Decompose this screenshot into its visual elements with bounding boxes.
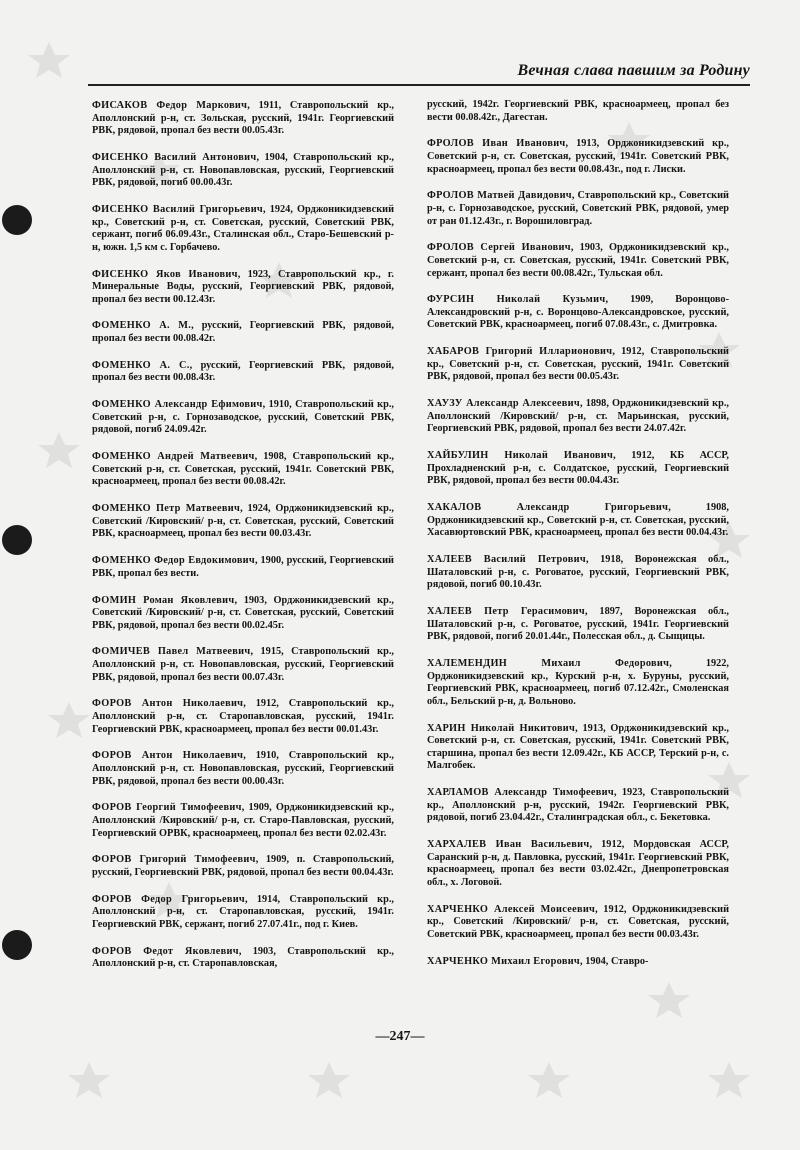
register-entry [427,839,729,889]
register-entry [427,450,729,488]
register-entry [92,204,394,254]
watermark-star-icon [300,1060,358,1100]
register-entry [92,698,394,736]
register-entry [427,346,729,384]
entry-name: ХАУЗУ Александр Алексеевич [427,398,580,410]
register-entry [92,360,394,385]
entry-details: , 1903, Ставропольский кр., Аполлонский р-н, ст. Старопавловская, [92,945,394,970]
entry-name: ФОРОВ Григорий Тимофеевич [92,854,256,866]
register-entry [427,99,729,124]
entry-name: ФОРОВ Антон Николаевич [92,698,244,710]
watermark-star-icon [30,430,88,470]
entry-name: ФОМЕНКО Андрей Матвеевич [92,451,255,463]
entry-details: , 1909, Воронцово-Александровский р-н, с. Воронцово-Александровское, русский, Советский РВК, красноармеец, погиб 07.08.43г., с. Дмитровка. [427,294,729,331]
register-entry [92,854,394,879]
entry-details: , 1923, Ставропольский кр., Аполлонский р-н, русский, 1942г. Георгиевский РВК, рядовой, погиб 23.04.42г., Сталинградская обл., с. Бекетовка. [427,787,730,824]
register-entry [92,100,394,138]
entry-name: ХАЙБУЛИН Николай Иванович [427,450,614,462]
register-entry [92,399,394,437]
register-entry [92,152,394,190]
punch-hole [2,525,32,555]
entry-name: ХАРХАЛЕВ Иван Васильевич [427,839,590,851]
entry-details: , 1910, Ставропольский кр., Советский р-н, с. Горнозаводское, русский, Советский РВК, рядовой, погиб 24.09.42г. [92,399,394,436]
right-column [427,99,729,982]
entry-details: , 1912, Ставропольский кр., Советский р-н, ст. Советская, русский, 1941г. Советский РВК, рядовой, пропал без вести 00.05.43г. [427,346,729,383]
entry-name: ХАЛЕМЕНДИН Михаил Федорович [427,658,670,670]
register-entry [92,503,394,541]
entry-details: , 1908, Ставропольский кр., Советский р-н, ст. Советская, русский, 1941г. Советский РВК, красноармеец, пропал без вести 00.08.42г. [92,451,394,488]
entry-name: ХАРИН Николай Никитович [427,722,576,734]
entry-details: русский, 1942г. Георгиевский РВК, красноармеец, пропал без вести 00.08.42г., Дагестан. [427,99,729,123]
register-entry [92,894,394,932]
entry-name: ФРОЛОВ Иван Иванович [427,138,566,150]
entry-details: , 1898, Орджоникидзевский кр., Аполлонский /Кировский/ р-н, ст. Марьинская, русский, Георгиевский РВК, рядовой, пропал без вести 24.07.42г. [427,398,729,435]
entry-details: , 1922, Орджоникидзевский кр., Курский р-н, х. Буруны, русский, Георгиевский РВК, красноармеец, погиб 07.12.42г., Смоленская обл., Бельский р-н, д. Вольново. [427,658,729,707]
entry-details: , 1912, Орджоникидзевский кр., Советский /Кировский/ р-н, ст. Советская, русский, Советский РВК, красноармеец, пропал без вести 00.03.43г. [427,903,729,940]
entry-details: , 1904, Ставропольский кр., Аполлонский р-н, ст. Новопавловская, русский, Георгиевский РВК, рядовой, погиб 00.00.43г. [92,151,394,189]
entry-name: ФОМЕНКО Петр Матвеевич [92,503,241,515]
watermark-star-icon [20,40,78,80]
entry-details: , 1904, Ставро- [580,955,649,967]
register-entry [92,646,394,684]
watermark-star-icon [700,1060,758,1100]
entry-details: , 1918, Воронежская обл., Шаталовский р-н, с. Роговатое, русский, Георгиевский РВК, рядовой, погиб 00.10.43г. [427,554,730,591]
register-entry [427,502,729,540]
register-entry [92,269,394,307]
register-entry [427,398,729,436]
entry-details: , 1900, русский, Георгиевский РВК, пропал без вести. [92,555,394,579]
entry-details: , 1903, Орджоникидзевский кр., Советский /Кировский/ р-н, ст. Советская, русский, Советский РВК, рядовой, пропал без вести 00.02.45г. [92,594,394,631]
entry-name: ФОМИН Роман Яковлевич [92,594,235,606]
entry-name: ХАЛЕЕВ Петр Герасимович [427,606,586,618]
entry-name: ФИСЕНКО Яков Иванович [92,268,238,280]
register-entry [92,750,394,788]
entry-details: , 1911, Ставропольский кр., Аполлонский р-н, ст. Зольская, русский, 1941г. Георгиевский РВК, рядовой, пропал без вести 00.05.43г. [92,100,395,137]
entry-details: , 1912, КБ АССР, Прохладненский р-н, с. Солдатское, русский, Георгиевский РВК, рядовой, пропал без вести 00.04.43г. [427,450,729,487]
register-entry [92,451,394,489]
entry-details: , 1924, Орджоникидзевский кр., Советский /Кировский/ р-н, ст. Советская, русский, Советский РВК, красноармеец, пропал без вести 00.03.43г. [92,503,394,540]
entry-details: , 1909, п. Ставропольский, русский, Георгиевский РВК, рядовой, пропал без вести 00.04.43г. [92,854,395,878]
register-entry [92,320,394,345]
entry-name: ФРОЛОВ Сергей Иванович [427,242,571,254]
left-column [92,100,394,985]
watermark-star-icon [640,980,698,1020]
entry-name: ХАЛЕЕВ Василий Петрович [427,554,586,566]
entry-name: ФИСЕНКО Василий Григорьевич [92,203,264,215]
entry-details: , 1913, Орджоникидзевский кр., Советский р-н, ст. Советская, русский, 1941г. Советский РВК, старшина, пропал без вести 12.09.42г., КБ АССР, Терский р-н, с. Малгобек. [427,722,729,772]
watermark-star-icon [60,1060,118,1100]
register-entry [92,595,394,633]
entry-name: ФОМЕНКО А. М. [92,320,192,332]
register-entry [427,956,729,969]
register-entry [427,787,729,825]
entry-details: , 1912, Ставропольский кр., Аполлонский р-н, ст. Старопавловская, русский, 1941г. Георгиевский РВК, красноармеец, пропал без вести 00.01.43г. [92,698,394,735]
entry-name: ХАРЧЕНКО Алексей Моисеевич [427,903,596,915]
entry-details: , русский, Георгиевский РВК, рядовой, пропал без вести 00.08.43г. [92,359,394,384]
register-entry [427,606,729,644]
register-entry [427,138,729,176]
entry-details: , 1924, Орджоникидзевский кр., Советский р-н, ст. Советская, русский, Советский РВК, сержант, погиб 06.09.43г., Сталинская обл., Старо-Бешевский р-н, южн. 1,5 км с. Горбачево. [92,203,395,253]
entry-details: , Ставропольский кр., Советский р-н, с. Горнозаводское, русский, Советский РВК, рядовой, умер от ран 01.12.43г., г. Ворошиловград. [427,190,729,227]
entry-details: , 1914, Ставропольский кр., Аполлонский р-н, ст. Старопавловская, русский, 1941г. Георгиевский РВК, сержант, погиб 27.07.41г., под г. Киев. [92,893,394,930]
entry-details: , 1897, Воронежская обл., Шаталовский р-н, с. Роговатое, русский, 1941г. Георгиевский РВК, рядовой, погиб 20.01.44г., Полесская обл., д. Сыщицы. [427,606,729,643]
header-rule [88,84,750,86]
entry-name: ФОРОВ Федот Яковлевич [92,945,239,957]
entry-name: ФИСЕНКО Василий Антонович [92,151,257,163]
punch-hole [2,930,32,960]
entry-name: ХАБАРОВ Григорий Илларионович [427,346,613,358]
register-entry [92,802,394,840]
entry-name: ХАРЛАМОВ Александр Тимофеевич [427,787,614,799]
entry-details: , 1913, Орджоникидзевский кр., Советский р-н, ст. Советская, русский, 1941г. Советский РВК, красноармеец, пропал без вести 00.08.43г., под г. Лиски. [427,138,729,175]
entry-name: ФОРОВ Антон Николаевич [92,750,244,762]
register-entry [92,555,394,580]
register-entry [427,294,729,332]
entry-details: , 1910, Ставропольский кр., Аполлонский р-н, ст. Новопавловская, русский, Георгиевский РВК, рядовой, пропал без вести 00.00.43г. [92,750,394,787]
watermark-star-icon [520,1060,578,1100]
entry-name: ФРОЛОВ Матвей Давидович [427,190,572,202]
entry-details: , 1912, Мордовская АССР, Саранский р-н, д. Павловка, русский, 1941г. Георгиевский РВК, красноармеец, пропал без вести 03.02.42г., Днепропетровская обл., х. Логовой. [427,839,729,888]
register-entry [427,723,729,773]
register-entry [427,904,729,942]
register-entry [427,658,729,708]
register-entry [427,242,729,280]
page-number: —247— [375,1029,425,1044]
entry-details: , 1908, Орджоникидзевский кр., Советский р-н, ст. Советская, русский, Хасавюртовский РВК, красноармеец, пропал без вести 00.04.43г. [427,502,729,539]
punch-hole [2,205,32,235]
entry-details: , 1909, Орджоникидзевский кр., Аполлонский /Кировский/ р-н, ст. Старо-Павловская, русский, Георгиевский ОРВК, красноармеец, пропал без вести 02.02.43г. [92,802,394,839]
entry-name: ХАРЧЕНКО Михаил Егорович [427,955,581,967]
running-head: Вечная слава павшим за Родину [517,62,750,79]
entry-name: ФОМЕНКО А. С. [92,359,190,371]
register-entry [92,946,394,971]
entry-details: , 1915, Ставропольский кр., Аполлонский р-н, ст. Новопавловская, русский, Георгиевский РВК, рядовой, пропал без вести 00.07.43г. [92,646,394,683]
entry-name: ФОМЕНКО Федор Евдокимович [92,555,256,567]
entry-details: , 1923, Ставропольский кр., г. Минеральные Воды, русский, Георгиевский РВК, рядовой, пропал без вести 00.12.43г. [92,268,394,305]
register-entry [427,554,729,592]
entry-details: , русский, Георгиевский РВК, рядовой, пропал без вести 00.08.42г. [92,320,394,345]
entry-name: ФОМЕНКО Александр Ефимович [92,399,263,411]
entry-name: ФОРОВ Федор Григорьевич [92,893,246,905]
entry-details: , 1903, Орджоникидзевский кр., Советский р-н, ст. Советская, русский, 1941г. Советский РВК, сержант, пропал без вести 00.08.42г., Тульская обл. [427,242,729,279]
register-entry [427,190,729,228]
entry-name: ХАКАЛОВ Александр Григорьевич [427,502,669,514]
entry-name: ФУРСИН Николай Кузьмич [427,294,606,306]
entry-name: ФОМИЧЕВ Павел Матвеевич [92,646,251,658]
watermark-star-icon [40,700,98,740]
entry-name: ФОРОВ Георгий Тимофеевич [92,802,242,814]
entry-name: ФИСАКОВ Федор Маркович [92,100,248,111]
